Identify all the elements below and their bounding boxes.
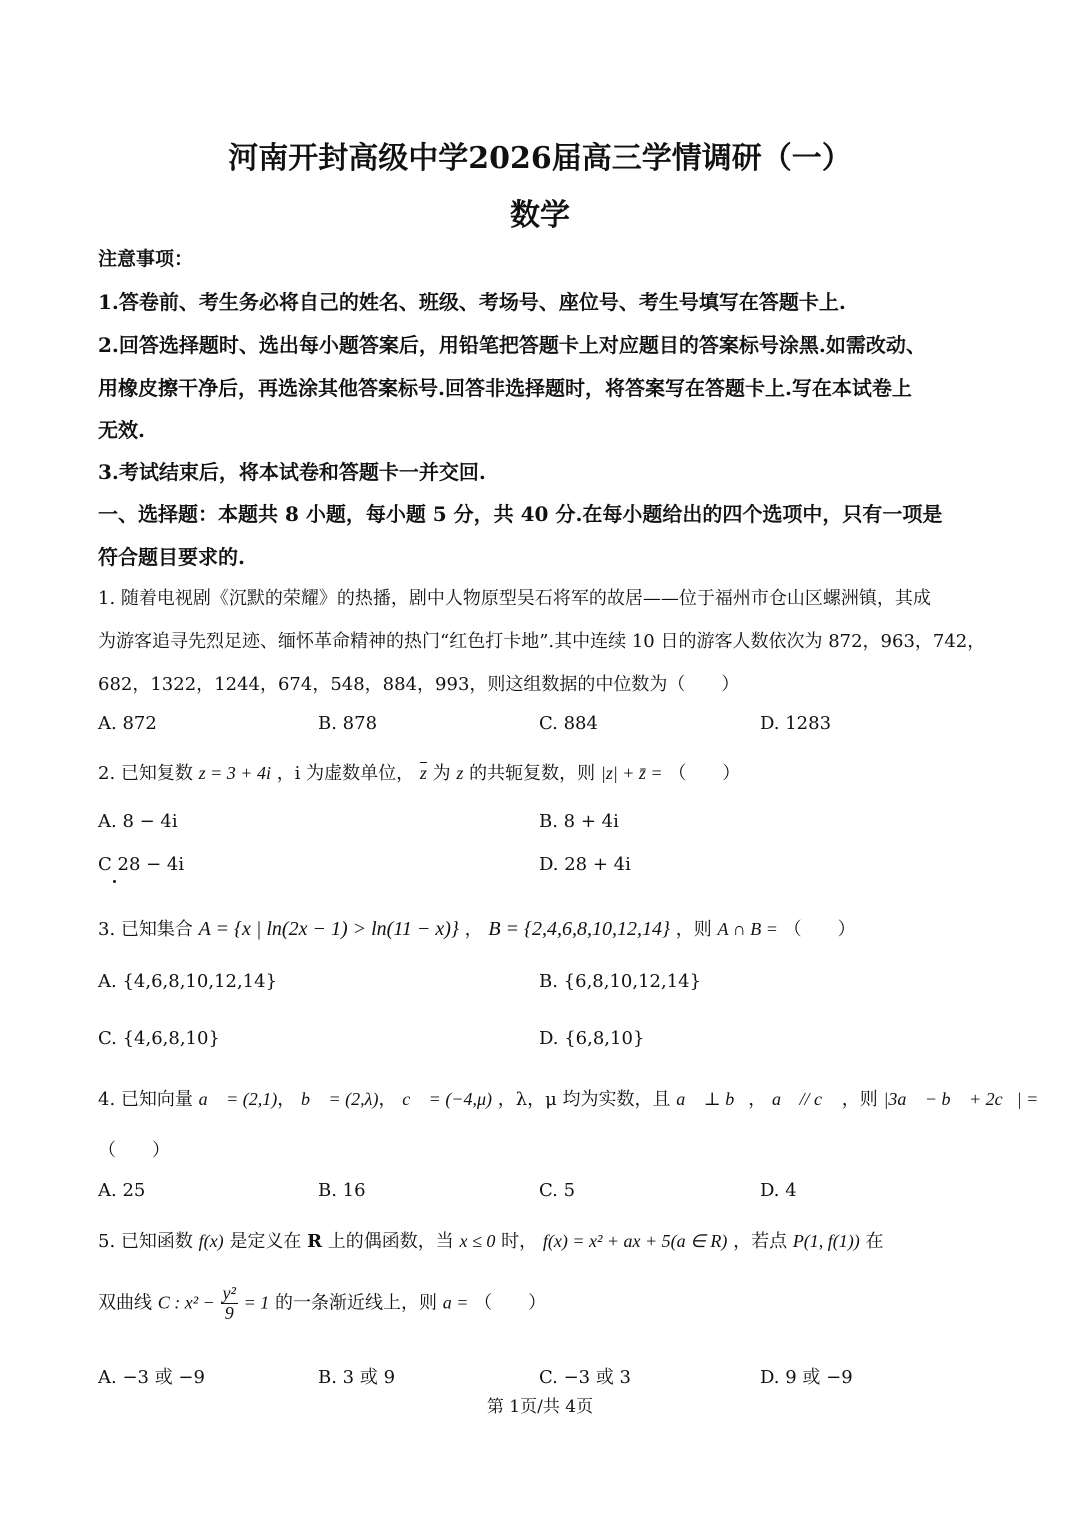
q2-option-b: B. 8 + 4i — [539, 811, 619, 832]
notice-item-2-line-3: 无效. — [98, 418, 145, 442]
q4-stem: 4. 已知向量 a⃗ = (2,1)， b⃗ = (2,λ)， c⃗ = (−4,μ) ，λ，μ 均为实数，且 a⃗ ⊥ b⃗， a⃗ // c⃗ ，则 |3a⃗ − b⃗ + 2c⃗| = — [98, 1089, 1039, 1110]
q1-option-b: B. 878 — [318, 713, 378, 734]
q5-suffix: （ ） — [474, 1292, 547, 1314]
q3-suffix: （ ） — [783, 919, 856, 940]
notice-heading: 注意事项： — [98, 248, 194, 270]
q1-option-c: C. 884 — [539, 713, 598, 734]
q4-cond1: a⃗ ⊥ b⃗ — [676, 1089, 749, 1109]
q3-set-a: A = {x | ln(2x − 1) > ln(11 − x)} — [198, 918, 459, 940]
q2-option-a: A. 8 − 4i — [98, 811, 178, 832]
q5-end1: 在 — [865, 1231, 884, 1252]
q4-option-c: C. 5 — [539, 1180, 576, 1201]
q1-line-3: 682，1322，1244，674，548，884，993，则这组数据的中位数为（ ） — [98, 674, 740, 695]
q3-option-d: D. {6,8,10} — [539, 1028, 645, 1049]
q2-stem — [98, 759, 740, 785]
q5-mid1: 是定义在 — [229, 1231, 302, 1252]
q2-option-d: D. 28 + 4i — [539, 854, 631, 875]
q4-vector-c: c⃗ = (−4,μ) — [402, 1089, 492, 1109]
q3-sep: ， — [464, 919, 483, 940]
q5-formula: f(x) = x² + ax + 5(a ∈ R) — [542, 1231, 728, 1251]
notice-item-2-line-2: 用橡皮擦干净后，再选涂其他答案标号.回答非选择题时，将答案写在答题卡上.写在本试卷上 — [98, 376, 912, 400]
subject-title: 数学 — [510, 198, 570, 233]
q4-cond2: a⃗ // c⃗ — [771, 1089, 836, 1109]
q5-frac-numerator: y² — [222, 1283, 236, 1303]
q5-cond: x ≤ 0 — [459, 1231, 496, 1251]
q4-option-b: B. 16 — [318, 1180, 366, 1201]
q2-z: z — [456, 763, 464, 783]
q1-option-a: A. 872 — [98, 713, 157, 734]
notice-item-2-line-1: 2.回答选择题时、选出每小题答案后，用铅笔把答题卡上对应题目的答案标号涂黑.如需改动、 — [98, 333, 926, 357]
q3-expr: A ∩ B = — [717, 919, 778, 939]
page-title: 河南开封高级中学2026届高三学情调研（一） — [228, 141, 852, 176]
q3-mid: ，则 — [675, 919, 712, 940]
q5-mid2: 上的偶函数，当 — [327, 1231, 454, 1252]
q3-set-b: B = {2,4,6,8,10,12,14} — [488, 918, 671, 940]
q4-option-d: D. 4 — [760, 1180, 797, 1201]
q3-prefix: 3. 已知集合 — [98, 919, 193, 940]
q4-expr: |3a⃗ − b⃗ + 2c⃗| = — [883, 1089, 1039, 1109]
q4-vector-b: b⃗ = (2,λ) — [301, 1089, 379, 1109]
notice-item-3: 3.考试结束后，将本试卷和答题卡一并交回. — [98, 460, 486, 484]
section-heading-line-1: 一、选择题：本题共 8 小题，每小题 5 分，共 40 分.在每小题给出的四个选项中，只有一项是 — [98, 502, 943, 526]
stray-dot — [113, 880, 116, 883]
q5-hyperbola-left: C : x² − — [157, 1292, 215, 1313]
q2-option-c: C 28 − 4i — [98, 854, 185, 875]
q4-line-2: （ ） — [98, 1140, 170, 1161]
q1-option-d: D. 1283 — [760, 713, 832, 734]
q4-then: ，则 — [841, 1089, 878, 1110]
q3-option-c: C. {4,6,8,10} — [98, 1028, 220, 1049]
q4-mid: ，λ，μ 均为实数，且 — [497, 1089, 671, 1110]
q5-mid3: 时， — [501, 1231, 538, 1252]
q2-expr: |z| + z̄ = — [600, 763, 663, 783]
q5-a: a = — [442, 1292, 469, 1313]
q5-option-a: A. −3 或 −9 — [98, 1367, 205, 1388]
q2-mid3: 的共轭复数，则 — [469, 763, 596, 784]
notice-item-1: 1.答卷前、考生务必将自己的姓名、班级、考场号、座位号、考生号填写在答题卡上. — [98, 290, 846, 314]
q2-mid1: ，i 为虚数单位， — [276, 763, 415, 784]
q4-vector-a: a⃗ = (2,1) — [198, 1089, 278, 1109]
q2-suffix: （ ） — [668, 763, 741, 784]
q5-stem-line-2 — [98, 1284, 546, 1323]
q5-mid4: ，若点 — [733, 1231, 788, 1252]
q1-line-2: 为游客追寻先烈足迹、缅怀革命精神的热门“红色打卡地”.其中连续 10 日的游客人数依次为 872，963，742， — [98, 631, 986, 652]
q5-point: P(1, f(1)) — [792, 1231, 860, 1251]
q5-option-d: D. 9 或 −9 — [760, 1367, 853, 1388]
q5-option-c: C. −3 或 3 — [539, 1367, 632, 1388]
q5-option-b: B. 3 或 9 — [318, 1367, 396, 1388]
q5-hyperbola-fraction — [221, 1284, 238, 1323]
q5-line2-prefix: 双曲线 — [98, 1292, 152, 1314]
q3-stem — [98, 915, 856, 941]
q4-option-a: A. 25 — [98, 1180, 146, 1201]
section-heading-line-2: 符合题目要求的. — [98, 545, 245, 569]
q2-formula: z = 3 + 4i — [198, 763, 271, 783]
q5-frac-denominator: 9 — [224, 1302, 234, 1323]
q2-prefix: 2. 已知复数 — [98, 763, 193, 784]
q3-option-a: A. {4,6,8,10,12,14} — [98, 971, 278, 992]
q5-line2-mid: 的一条渐近线上，则 — [275, 1292, 438, 1314]
q1-line-1: 1. 随着电视剧《沉默的荣耀》的热播，剧中人物原型吴石将军的故居——位于福州市仓山区螺洲镇，其成 — [98, 588, 931, 609]
q4-prefix: 4. 已知向量 — [98, 1089, 193, 1110]
q5-hyperbola-right: = 1 — [243, 1292, 270, 1313]
q5-stem-line-1 — [98, 1227, 884, 1253]
q5-reals: R — [307, 1231, 323, 1252]
q2-zbar: $\overline{z}$ — [419, 763, 427, 783]
q3-option-b: B. {6,8,10,12,14} — [539, 971, 702, 992]
q5-fx: f(x) — [198, 1231, 224, 1251]
page-footer: 第 1页/共 4页 — [486, 1397, 594, 1417]
q5-prefix: 5. 已知函数 — [98, 1231, 193, 1252]
q2-mid2: 为 — [432, 763, 451, 784]
